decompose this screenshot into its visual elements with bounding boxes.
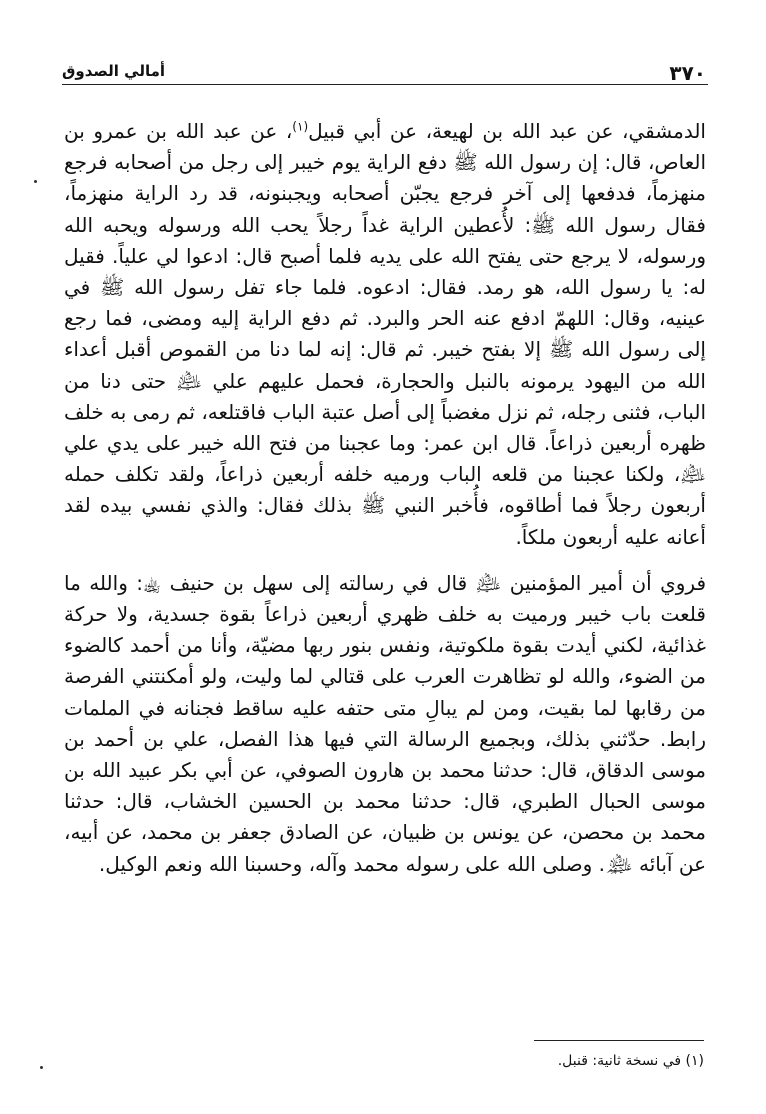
scan-speck [40,1066,43,1069]
running-title: أمالي الصدوق [62,62,166,80]
page-header [62,58,708,85]
paragraph-2: فروي أن أمير المؤمنين ﵇ قال في رسالته إلى سهل بن حنيف ﵀: والله ما قلعت باب خيبر ورميت به خلف ظهري أربعين ذراعاً بقوة جسدية، ولا حركة غذائية، لكني أيدت بقوة ملكوتية، ونفس بنور ربها مضيّة، وأنا من أحمد كالضوء من الضوء، والله لو تظاهرت العرب على قتالي لما وليت، ولو أمكنتني الفرصة من رقابها لما بقيت، ومن لم يبالِ متى حتفه عليه ساقط فجنانه في الملمات رابط. حدّثني بذلك، وبجميع الرسالة التي فيها هذا الفصل، علي بن أحمد بن موسى الدقاق، قال: حدثنا محمد بن هارون الصوفي، عن أبي بكر عبيد الله بن موسى الحبال الطبري، قال: حدثنا محمد بن الحسين الخشاب، قال: حدثنا محمد بن محصن، عن يونس بن ظبيان، عن الصادق جعفر بن محمد، عن أبيه، عن آبائه ﵈. وصلى الله على رسوله محمد وآله، وحسبنا الله ونعم الوكيل. [64,570,706,876]
main-text [64,116,706,880]
footnote-1: (١) في نسخة ثانية: قنبل. [557,1053,704,1069]
footnote-reference-1: (١) [292,119,309,134]
scan-speck [34,180,37,183]
paragraph-1-opening: الدمشقي، عن عبد الله بن لهيعة، عن أبي قبيل [308,119,706,143]
paragraph-1-text: ، عن عبد الله بن عمرو بن العاص، قال: إن رسول الله ﷺ دفع الراية يوم خيبر إلى رجل من أصحابه فرجع منهزماً، فدفعها إلى آخر فرجع يجبّن أصحابه ويجبنونه، قد رد الراية منهزماً، فقال رسول الله ﷺ: لأُعطين الراية غداً رجلاً يحب الله ورسوله ويحبه الله ورسوله، لا يرجع حتى يفتح الله على يديه فلما أصبح قال: ادعوا لي علياً. فقيل له: يا رسول الله، هو رمد. فقال: ادعوه. فلما جاء تفل رسول الله ﷺ في عينيه، وقال: اللهمّ ادفع عنه الحر والبرد. ثم دفع الراية إليه ومضى، فما رجع إلى رسول الله ﷺ إلا بفتح خيبر. ثم قال: إنه لما دنا من القموص أقبل أعداء الله من اليهود يرمونه بالنبل والحجارة، فحمل عليهم علي ﵇ حتى دنا من الباب، فثنى رجله، ثم نزل مغضباً إلى أصل عتبة الباب فاقتلعه، ثم رمى به خلف ظهره أربعين ذراعاً. قال ابن عمر: وما عجبنا من فتح الله خيبر على يدي علي ﵇، ولكنا عجبنا من قلعه الباب ورميه خلفه أربعين ذراعاً، ولقد تكلف حمله أربعون رجلاً فما أطاقوه، فأُخبر النبي ﷺ بذلك فقال: والذي نفسي بيده لقد أعانه عليه أربعون ملكاً. [64,119,706,549]
footnote-divider [534,1040,704,1041]
page-number: ٣٧٠ [669,61,706,85]
paragraph-1 [64,116,706,553]
